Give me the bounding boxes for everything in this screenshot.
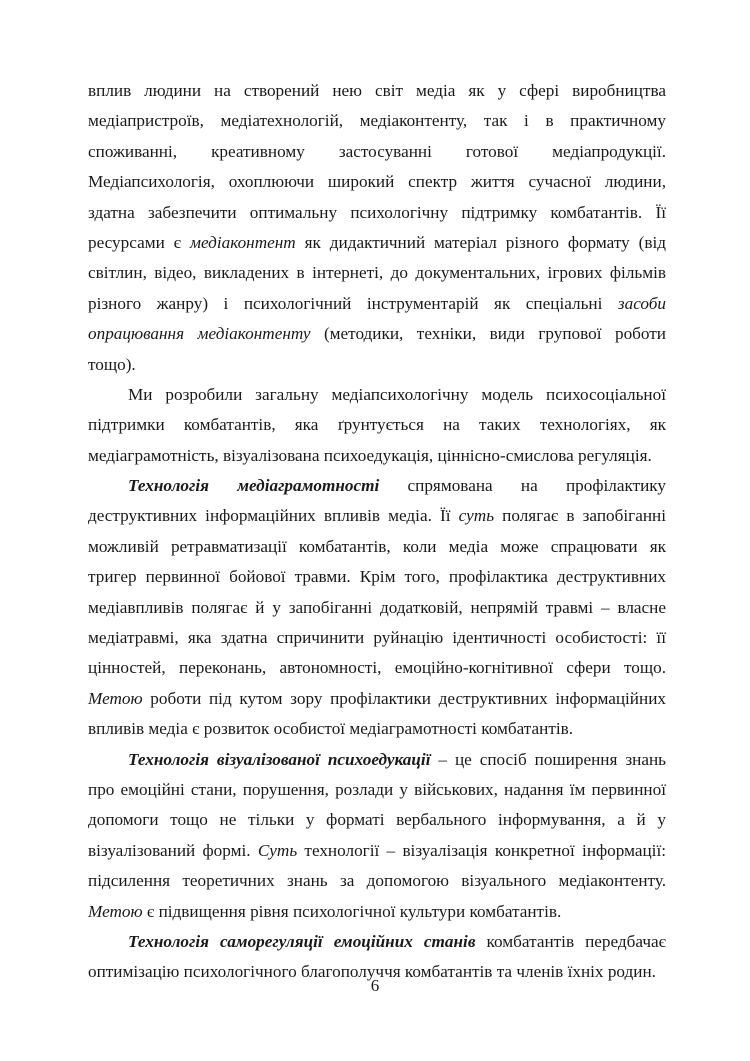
emphasis-processing: опрацювання медіаконтенту [88, 324, 311, 344]
emphasis-mediacontent: медіаконтент [189, 232, 296, 252]
text-line [88, 228, 666, 258]
heading-media-literacy: Технологія медіаграмотності [128, 476, 380, 496]
text-run: спрямована на профілактику [379, 476, 666, 496]
paragraph-4 [88, 745, 666, 927]
text-run: комбатантів передбачає [475, 931, 667, 951]
page-number: 6 [370, 976, 380, 995]
emphasis-essence: Суть [257, 840, 298, 860]
text-run: ресурсами є [88, 232, 190, 252]
text-run: як дидактичний матеріал різного формату (від [295, 232, 666, 252]
text-line: світлин, відео, викладених в інтернеті, до документальних, ігрових фільмів [88, 263, 666, 283]
text-line: підсилення теоретичних знань за допомогою візуального медіаконтенту. [88, 871, 666, 891]
text-line: впливів медіа є розвиток особистої медіаграмотності комбатантів. [88, 719, 574, 739]
text-run: є підвищення рівня психологічної культури комбатантів. [142, 901, 562, 921]
text-line [88, 471, 666, 501]
text-run: роботи під кутом зору профілактики деструктивних інформаційних [142, 688, 666, 708]
text-line [88, 289, 666, 319]
text-line: допомоги тощо не тільки у форматі вербального інформування, а й у [88, 810, 666, 830]
text-line [88, 501, 666, 531]
text-line: медіатравмі, яка здатна спричинити руйнацію ідентичності особистості: її [88, 628, 666, 648]
text-run: деструктивних інформаційних впливів медіа. Її [88, 506, 459, 526]
text-run: – це спосіб поширення знань [430, 749, 666, 769]
text-line: вплив людини на створений нею світ медіа як у сфері виробництва [88, 81, 666, 100]
text-run: технології – візуалізація конкретної інформації: [297, 840, 666, 860]
emphasis-goal: Метою [88, 901, 143, 921]
text-line: тригер первинної бойової травми. Крім того, профілактика деструктивних [88, 567, 666, 587]
text-run: візуалізований формі. [88, 840, 258, 860]
text-line: підтримки комбатантів, яка ґрунтується на таких технологіях, як [88, 415, 666, 435]
text-line: медіапристроїв, медіатехнологій, медіаконтенту, так і в практичному [88, 111, 666, 131]
text-line: оптимізацію психологічного благополуччя комбатантів та членів їхніх родин. [88, 962, 656, 982]
text-line: про емоційні стани, порушення, розлади у військових, надання їм первинної [88, 779, 666, 799]
paragraph-3 [88, 471, 666, 745]
text-line: здатна забезпечити оптимальну психологічну підтримку комбатантів. Її [88, 202, 666, 222]
emphasis-goal: Метою [88, 688, 143, 708]
text-line: Ми розробили загальну медіапсихологічну модель психосоціальної [128, 384, 666, 404]
text-line [88, 684, 666, 714]
paragraph-1 [88, 76, 666, 380]
text-run: різного жанру) і психологічний інструментарій як спеціальні [88, 293, 618, 313]
text-run: полягає в запобіганні [494, 506, 666, 526]
text-line: Медіапсихологія, охоплюючи широкий спектр життя сучасної людини, [88, 172, 666, 192]
text-run: (методики, техніки, види групової роботи [310, 324, 666, 344]
text-line: медіаграмотність, візуалізована психоедукація, ціннісно-смислова регуляція. [88, 445, 652, 465]
text-line: можливій ретравматизації комбатантів, коли медіа може спрацювати як [88, 536, 666, 556]
heading-self-regulation: Технологія саморегуляції емоційних станів [128, 931, 476, 951]
text-line [88, 319, 666, 349]
heading-visual-psychoeducation: Технологія візуалізованої психоедукації [128, 749, 431, 769]
text-line: тощо). [88, 354, 136, 374]
text-line: споживанні, креативному застосуванні готової медіапродукції. [88, 141, 666, 161]
paragraph-2 [88, 380, 666, 471]
text-line [88, 897, 666, 927]
text-line [88, 836, 666, 866]
text-line [88, 745, 666, 775]
emphasis-essence: суть [458, 506, 495, 526]
document-page [88, 76, 666, 988]
text-line: цінностей, переконань, автономності, емоційно-когнітивної сфери тощо. [88, 658, 666, 678]
text-line [88, 927, 666, 957]
text-line: медіавпливів полягає й у запобіганні додатковій, непрямій травмі – власне [88, 597, 666, 617]
emphasis-means: засоби [617, 293, 666, 313]
